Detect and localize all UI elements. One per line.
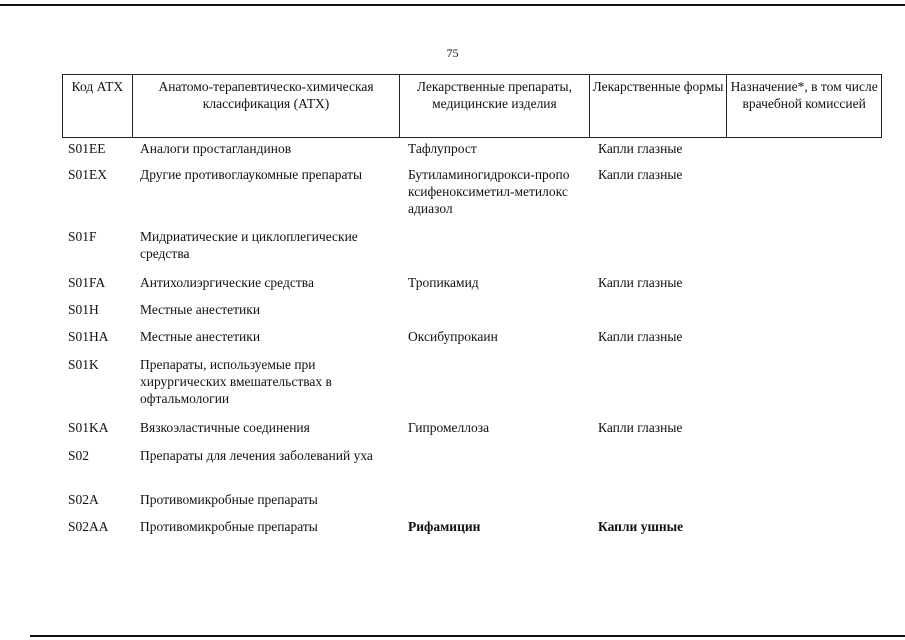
cell-code: S01EX bbox=[68, 167, 108, 182]
bottom-rule bbox=[30, 635, 905, 637]
cell-code: S01KA bbox=[68, 420, 109, 435]
cell-purpose bbox=[728, 518, 882, 545]
cell-drug bbox=[400, 447, 590, 491]
cell-code: S02 bbox=[68, 448, 90, 463]
cell-purpose bbox=[728, 274, 882, 301]
cell-classification: Местные анестетики bbox=[140, 329, 261, 344]
cell-classification: Противомикробные препараты bbox=[140, 519, 318, 534]
cell-classification: Препараты для лечения заболеваний уха bbox=[140, 448, 373, 463]
table-row bbox=[62, 328, 882, 356]
header-classification bbox=[133, 75, 400, 137]
cell-form: Капли глазные bbox=[598, 329, 683, 344]
top-rule bbox=[0, 4, 905, 6]
cell-classification: Аналоги простагландинов bbox=[140, 141, 292, 156]
cell-purpose bbox=[728, 419, 882, 447]
cell-form: Капли глазные bbox=[598, 141, 683, 156]
cell-classification: Местные анестетики bbox=[140, 302, 261, 317]
cell-classification: Препараты, используемые при хирургических вмешательствах в офтальмологии bbox=[140, 357, 332, 406]
cell-code: S02AA bbox=[68, 519, 109, 534]
cell-classification: Антихолиэргические средства bbox=[140, 275, 314, 290]
cell-form: Капли ушные bbox=[598, 519, 684, 534]
cell-purpose bbox=[728, 301, 882, 328]
table-row bbox=[62, 166, 882, 228]
cell-purpose bbox=[728, 356, 882, 419]
table-row bbox=[62, 447, 882, 491]
cell-drug bbox=[400, 356, 590, 419]
cell-purpose bbox=[728, 328, 882, 356]
header-code bbox=[63, 75, 133, 137]
header-drugs-label: Лекарственные препараты, медицинские изделия bbox=[416, 79, 572, 111]
cell-code: S01K bbox=[68, 357, 99, 372]
table-row bbox=[62, 518, 882, 545]
cell-classification: Вязкоэластичные соединения bbox=[140, 420, 310, 435]
cell-code: S01H bbox=[68, 302, 99, 317]
header-forms-label: Лекарственные формы bbox=[592, 79, 724, 94]
header-code-label: Код АТХ bbox=[71, 79, 124, 94]
table-row bbox=[62, 274, 882, 301]
cell-drug bbox=[400, 228, 590, 274]
header-purpose-label: Назначение*, в том числе врачебной комиссией bbox=[730, 79, 878, 111]
header-purpose bbox=[727, 75, 881, 137]
cell-form bbox=[590, 356, 728, 419]
cell-drug: Рифамицин bbox=[408, 519, 481, 534]
table-row bbox=[62, 419, 882, 447]
cell-drug: Тафлупрост bbox=[408, 141, 477, 156]
cell-code: S01FA bbox=[68, 275, 106, 290]
cell-classification: Другие противоглаукомные препараты bbox=[140, 167, 363, 182]
page-number: 75 bbox=[446, 46, 459, 60]
cell-drug bbox=[400, 301, 590, 328]
cell-purpose bbox=[728, 447, 882, 491]
header-drugs bbox=[400, 75, 590, 137]
cell-drug: Бутиламиногидрокси-пропоксифеноксиметил-метилоксадиазол bbox=[408, 167, 570, 216]
cell-code: S01F bbox=[68, 229, 97, 244]
cell-drug: Оксибупрокаин bbox=[408, 329, 498, 344]
table-row bbox=[62, 228, 882, 274]
cell-classification: Противомикробные препараты bbox=[140, 492, 318, 507]
table-header bbox=[62, 74, 882, 138]
cell-drug bbox=[400, 491, 590, 518]
table-row bbox=[62, 301, 882, 328]
table-row bbox=[62, 140, 882, 166]
cell-code: S01EE bbox=[68, 141, 106, 156]
cell-purpose bbox=[728, 228, 882, 274]
cell-form bbox=[590, 447, 728, 491]
cell-purpose bbox=[728, 491, 882, 518]
cell-form bbox=[590, 228, 728, 274]
cell-code: S02A bbox=[68, 492, 99, 507]
cell-form: Капли глазные bbox=[598, 420, 683, 435]
cell-purpose bbox=[728, 166, 882, 228]
cell-purpose bbox=[728, 140, 882, 166]
table-row bbox=[62, 491, 882, 518]
table-body bbox=[62, 138, 882, 545]
cell-form: Капли глазные bbox=[598, 275, 683, 290]
cell-form bbox=[590, 491, 728, 518]
cell-form bbox=[590, 301, 728, 328]
table-row bbox=[62, 356, 882, 419]
cell-drug: Гипромеллоза bbox=[408, 420, 490, 435]
cell-classification: Мидриатические и циклоплегические средства bbox=[140, 229, 358, 261]
header-classification-label: Анатомо-терапевтическо-химическая классификация (АТХ) bbox=[158, 79, 374, 111]
cell-drug: Тропикамид bbox=[408, 275, 479, 290]
header-forms bbox=[590, 75, 728, 137]
cell-form: Капли глазные bbox=[598, 167, 683, 182]
cell-code: S01HA bbox=[68, 329, 109, 344]
